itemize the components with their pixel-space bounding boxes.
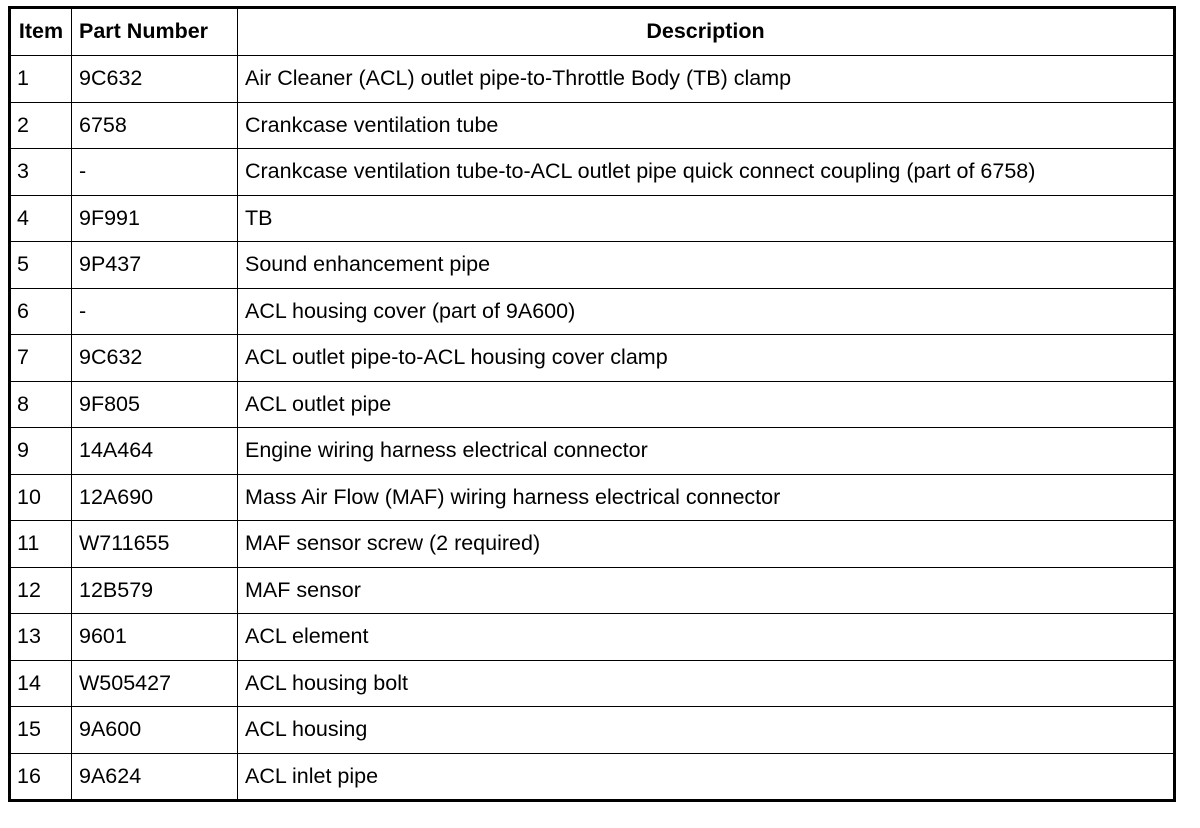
header-item: Item [10, 8, 72, 56]
cell-item: 7 [10, 335, 72, 382]
cell-part-number: 9A600 [72, 707, 238, 754]
cell-part-number: 9A624 [72, 753, 238, 801]
table-row [10, 381, 1175, 428]
cell-part-number: 14A464 [72, 428, 238, 475]
table-row [10, 102, 1175, 149]
table-row [10, 567, 1175, 614]
table-row [10, 474, 1175, 521]
cell-description: ACL element [238, 614, 1175, 661]
cell-description: TB [238, 195, 1175, 242]
cell-item: 10 [10, 474, 72, 521]
cell-item: 14 [10, 660, 72, 707]
cell-item: 1 [10, 56, 72, 103]
cell-part-number: 12A690 [72, 474, 238, 521]
table-body [10, 56, 1175, 801]
cell-description: Air Cleaner (ACL) outlet pipe-to-Throttle Body (TB) clamp [238, 56, 1175, 103]
cell-description: ACL housing cover (part of 9A600) [238, 288, 1175, 335]
cell-item: 12 [10, 567, 72, 614]
table-row [10, 707, 1175, 754]
cell-description: MAF sensor [238, 567, 1175, 614]
table-row [10, 660, 1175, 707]
cell-part-number: W711655 [72, 521, 238, 568]
cell-part-number: 9P437 [72, 242, 238, 289]
table-row [10, 149, 1175, 196]
cell-item: 4 [10, 195, 72, 242]
cell-item: 5 [10, 242, 72, 289]
header-description: Description [238, 8, 1175, 56]
cell-part-number: W505427 [72, 660, 238, 707]
cell-description: ACL inlet pipe [238, 753, 1175, 801]
cell-part-number: 12B579 [72, 567, 238, 614]
table-row [10, 428, 1175, 475]
cell-item: 15 [10, 707, 72, 754]
cell-item: 2 [10, 102, 72, 149]
cell-part-number: - [72, 149, 238, 196]
table-row [10, 288, 1175, 335]
cell-part-number: - [72, 288, 238, 335]
table-row [10, 614, 1175, 661]
table-row [10, 56, 1175, 103]
cell-part-number: 9C632 [72, 335, 238, 382]
table-row [10, 335, 1175, 382]
cell-description: MAF sensor screw (2 required) [238, 521, 1175, 568]
table-row [10, 753, 1175, 801]
cell-description: Crankcase ventilation tube [238, 102, 1175, 149]
cell-part-number: 9C632 [72, 56, 238, 103]
cell-description: Engine wiring harness electrical connector [238, 428, 1175, 475]
table-header [10, 8, 1175, 56]
table-row [10, 242, 1175, 289]
cell-item: 13 [10, 614, 72, 661]
table-row [10, 195, 1175, 242]
cell-description: Sound enhancement pipe [238, 242, 1175, 289]
table-row [10, 521, 1175, 568]
cell-part-number: 9601 [72, 614, 238, 661]
parts-table [8, 6, 1176, 802]
cell-description: Crankcase ventilation tube-to-ACL outlet pipe quick connect coupling (part of 6758) [238, 149, 1175, 196]
cell-description: ACL outlet pipe [238, 381, 1175, 428]
cell-item: 8 [10, 381, 72, 428]
cell-item: 9 [10, 428, 72, 475]
header-part-number: Part Number [72, 8, 238, 56]
cell-item: 6 [10, 288, 72, 335]
cell-item: 3 [10, 149, 72, 196]
cell-description: ACL housing bolt [238, 660, 1175, 707]
header-row [10, 8, 1175, 56]
cell-part-number: 6758 [72, 102, 238, 149]
cell-description: Mass Air Flow (MAF) wiring harness electrical connector [238, 474, 1175, 521]
cell-description: ACL outlet pipe-to-ACL housing cover clamp [238, 335, 1175, 382]
cell-description: ACL housing [238, 707, 1175, 754]
cell-item: 11 [10, 521, 72, 568]
cell-item: 16 [10, 753, 72, 801]
cell-part-number: 9F805 [72, 381, 238, 428]
cell-part-number: 9F991 [72, 195, 238, 242]
